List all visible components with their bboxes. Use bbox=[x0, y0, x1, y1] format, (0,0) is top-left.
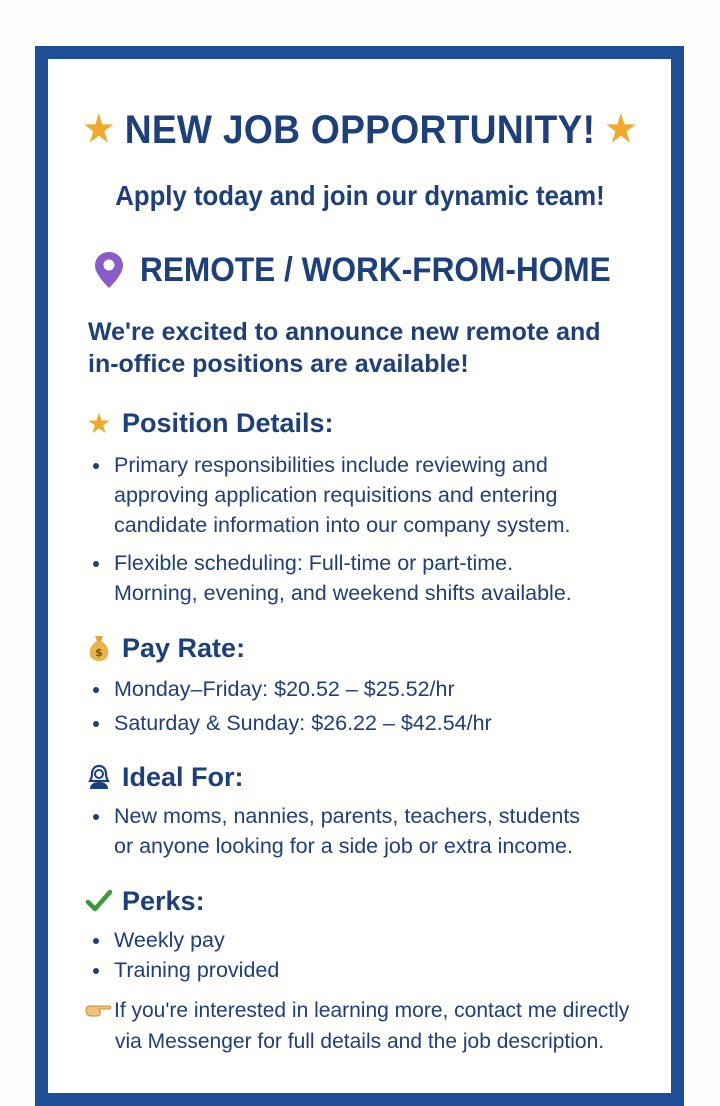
section-perks-heading bbox=[86, 884, 205, 918]
intro-text bbox=[88, 316, 648, 380]
section-pay-heading bbox=[86, 631, 245, 665]
location-text: REMOTE / WORK-FROM-HOME bbox=[140, 250, 611, 289]
list-item-line: or anyone looking for a side job or extra income. bbox=[114, 834, 573, 858]
section-position-heading bbox=[86, 406, 334, 440]
location-row bbox=[94, 248, 646, 292]
section-title: Pay Rate: bbox=[122, 632, 246, 663]
list-item-line: Saturday & Sunday: $26.22 – $42.54/hr bbox=[114, 711, 492, 735]
list-item-line: Training provided bbox=[114, 958, 280, 982]
ideal-list bbox=[90, 801, 680, 861]
list-item-line: Monday–Friday: $20.52 – $25.52/hr bbox=[114, 677, 455, 701]
headline-text: NEW JOB OPPORTUNITY! bbox=[124, 108, 596, 152]
list-item-line: New moms, nannies, parents, teachers, students bbox=[114, 804, 581, 828]
cta-line bbox=[84, 996, 684, 1027]
list-item bbox=[90, 708, 680, 738]
list-item bbox=[90, 925, 680, 955]
list-item-line: Flexible scheduling: Full-time or part-time. bbox=[114, 551, 514, 575]
star-icon: ★ bbox=[83, 108, 115, 149]
position-list bbox=[90, 450, 680, 608]
cta-text: If you're interested in learning more, contact me directly bbox=[114, 999, 630, 1022]
money-bag-icon bbox=[86, 633, 112, 663]
intro-line: We're excited to announce new remote and bbox=[88, 318, 601, 346]
star-icon: ★ bbox=[86, 407, 112, 439]
list-item-line: Morning, evening, and weekend shifts available. bbox=[114, 581, 572, 605]
list-item-line: Weekly pay bbox=[114, 928, 225, 952]
pointing-hand-icon bbox=[84, 998, 114, 1027]
list-item bbox=[90, 674, 680, 704]
list-item bbox=[90, 955, 680, 985]
list-item bbox=[90, 548, 680, 608]
cta-line: via Messenger for full details and the job description. bbox=[115, 1030, 605, 1053]
subheadline: Apply today and join our dynamic team! bbox=[115, 180, 605, 211]
list-item-line: approving application requisitions and entering bbox=[114, 483, 558, 507]
call-to-action bbox=[84, 996, 684, 1056]
headline bbox=[25, 108, 695, 153]
perks-list bbox=[90, 925, 680, 985]
checkmark-icon bbox=[86, 886, 112, 916]
section-title: Perks: bbox=[122, 885, 205, 916]
section-title: Position Details: bbox=[122, 407, 334, 438]
list-item bbox=[90, 801, 680, 861]
list-item-line: Primary responsibilities include reviewing and bbox=[114, 453, 548, 477]
star-icon: ★ bbox=[605, 108, 637, 149]
person-icon bbox=[86, 762, 112, 792]
list-item-line: candidate information into our company system. bbox=[114, 513, 571, 537]
intro-line: in-office positions are available! bbox=[88, 350, 469, 378]
list-item bbox=[90, 450, 680, 540]
svg-text:$: $ bbox=[95, 646, 103, 659]
section-title: Ideal For: bbox=[122, 761, 244, 792]
location-pin-icon bbox=[94, 251, 124, 289]
section-ideal-heading bbox=[86, 760, 244, 794]
pay-list bbox=[90, 674, 680, 738]
